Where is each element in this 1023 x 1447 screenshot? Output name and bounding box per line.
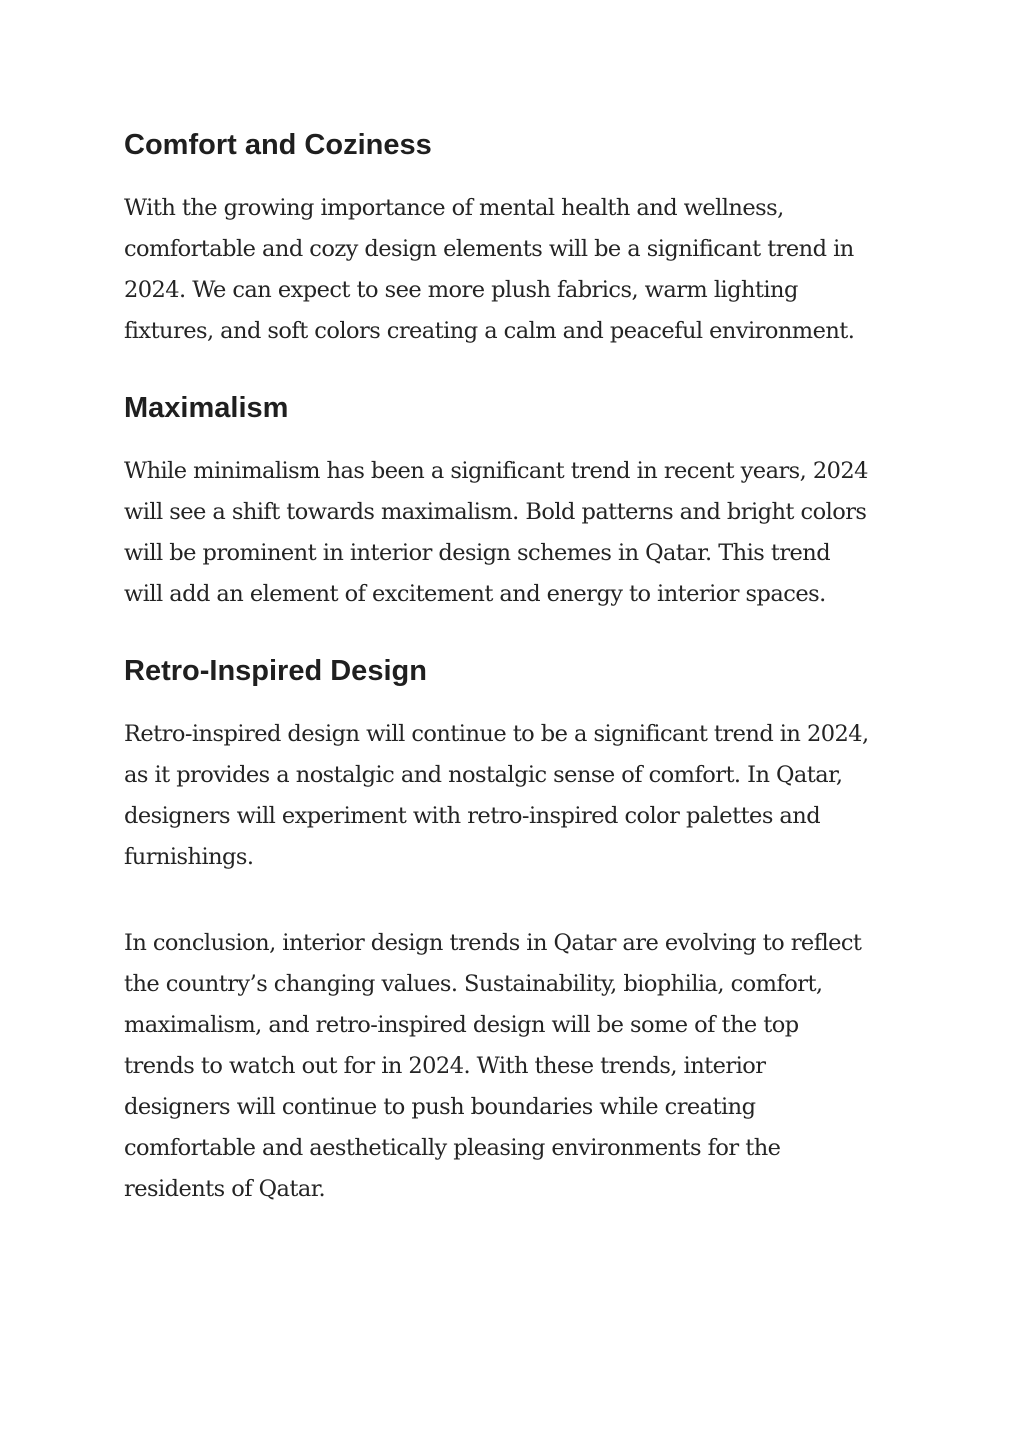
- text-line: fixtures, and soft colors creating a calm and peaceful environment.: [124, 318, 855, 344]
- text-line: will see a shift towards maximalism. Bold patterns and bright colors: [124, 499, 867, 525]
- text-line: as it provides a nostalgic and nostalgic sense of comfort. In Qatar,: [124, 762, 843, 788]
- text-line: furnishings.: [124, 844, 254, 870]
- text-line: trends to watch out for in 2024. With these trends, interior: [124, 1053, 766, 1079]
- text-line: comfortable and cozy design elements will be a significant trend in: [124, 236, 854, 262]
- text-line: designers will continue to push boundaries while creating: [124, 1094, 756, 1120]
- text-line: maximalism, and retro-inspired design will be some of the top: [124, 1012, 799, 1038]
- heading-comfort-and-coziness: Comfort and Coziness: [124, 129, 432, 161]
- text-line: will add an element of excitement and energy to interior spaces.: [124, 581, 826, 607]
- text-line: comfortable and aesthetically pleasing environments for the: [124, 1135, 781, 1161]
- text-line: While minimalism has been a significant trend in recent years, 2024: [124, 458, 868, 484]
- heading-retro-inspired-design: Retro-Inspired Design: [124, 655, 427, 687]
- text-line: residents of Qatar.: [124, 1176, 326, 1202]
- text-line: 2024. We can expect to see more plush fabrics, warm lighting: [124, 277, 798, 303]
- text-line: the country’s changing values. Sustainability, biophilia, comfort,: [124, 971, 823, 997]
- heading-maximalism: Maximalism: [124, 392, 289, 424]
- text-line: Retro-inspired design will continue to be a significant trend in 2024,: [124, 721, 869, 747]
- text-line: In conclusion, interior design trends in Qatar are evolving to reflect: [124, 930, 862, 956]
- text-line: will be prominent in interior design schemes in Qatar. This trend: [124, 540, 831, 566]
- text-line: designers will experiment with retro-inspired color palettes and: [124, 803, 821, 829]
- text-line: With the growing importance of mental health and wellness,: [124, 195, 784, 221]
